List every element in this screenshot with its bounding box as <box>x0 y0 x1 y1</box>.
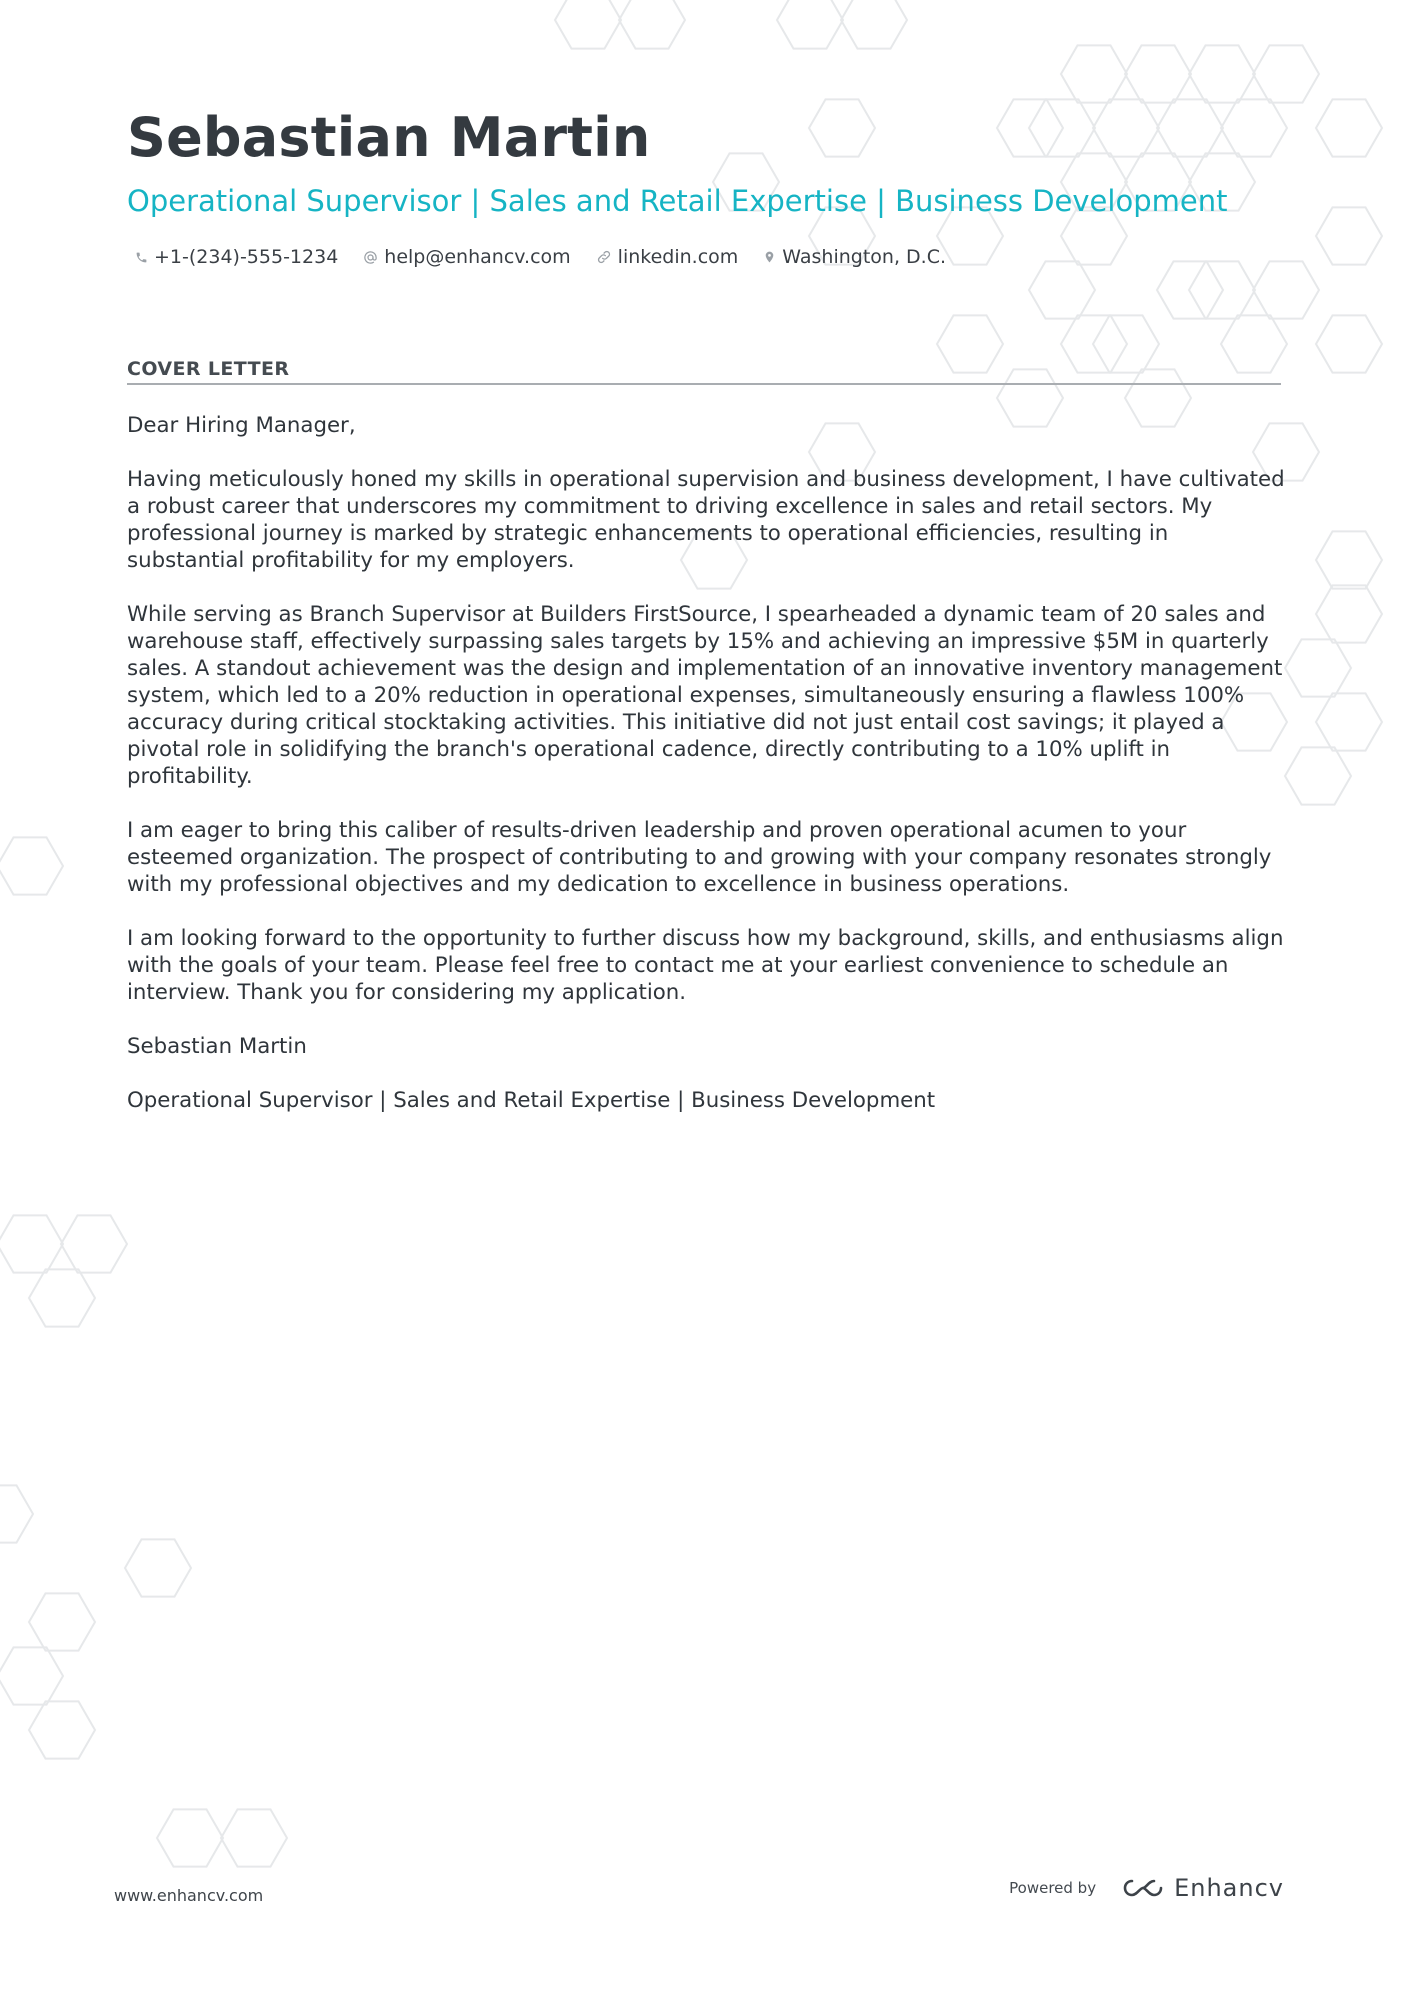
letter-paragraph: While serving as Branch Supervisor at Builders FirstSource, I spearheaded a dynamic team of 20 sales and warehouse staff, effectively surpassing sales targets by 15% and achieving an impressive $5M in quarterly sales. A standout achievement was the design and implementation of an innovative inventory management system, which led to a 20% reduction in operational expenses, simultaneously ensuring a flawless 100% accuracy during critical stocktaking activities. This initiative did not just entail cost savings; it played a pivotal role in solidifying the branch's operational cadence, directly contributing to a 10% uplift in profitability. <box>127 602 1283 789</box>
contact-location <box>763 246 946 268</box>
phone-icon <box>135 250 148 265</box>
section-title-cover-letter: COVER LETTER <box>127 358 1281 385</box>
location-icon <box>763 249 776 265</box>
letter-greeting: Dear Hiring Manager, <box>127 413 356 438</box>
contact-email <box>363 246 570 268</box>
letter-body <box>127 412 1287 1141</box>
powered-by-label: Powered by <box>1009 1879 1097 1897</box>
powered-by <box>1009 1874 1284 1902</box>
letter-paragraph: Having meticulously honed my skills in operational supervision and business development, I have cultivated a robust career that underscores my commitment to driving excellence in sales and retail sectors. My professional journey is marked by strategic enhancements to operational efficiencies, resulting in substantial profitability for my employers. <box>127 467 1285 573</box>
link-icon <box>596 249 612 265</box>
letter-signature: Sebastian Martin <box>127 1034 307 1059</box>
candidate-headline: Operational Supervisor | Sales and Retail Expertise | Business Development <box>127 184 1228 218</box>
footer-website: www.enhancv.com <box>114 1886 264 1905</box>
letter-paragraph: I am looking forward to the opportunity to further discuss how my background, skills, and enthusiasms align with the goals of your team. Please feel free to contact me at your earliest convenience to schedule an interview. Thank you for considering my application. <box>127 926 1284 1005</box>
contact-linkedin <box>596 246 739 268</box>
candidate-name: Sebastian Martin <box>127 106 651 169</box>
enhancv-logo <box>1120 1874 1284 1902</box>
contact-info <box>135 246 971 268</box>
linkedin-text: linkedin.com <box>617 246 739 268</box>
brand-name: Enhancv <box>1174 1874 1284 1902</box>
letter-signature-title: Operational Supervisor | Sales and Retail Expertise | Business Development <box>127 1088 936 1113</box>
at-icon <box>363 250 378 265</box>
enhancv-infinity-icon <box>1120 1876 1166 1900</box>
phone-text: +1-(234)-555-1234 <box>154 246 339 268</box>
email-text: help@enhancv.com <box>384 246 571 268</box>
location-text: Washington, D.C. <box>782 246 947 268</box>
contact-phone <box>135 246 338 268</box>
letter-paragraph: I am eager to bring this caliber of results-driven leadership and proven operational acumen to your esteemed organization. The prospect of contributing to and growing with your company resonates strongly with my professional objectives and my dedication to excellence in business operations. <box>127 818 1272 897</box>
